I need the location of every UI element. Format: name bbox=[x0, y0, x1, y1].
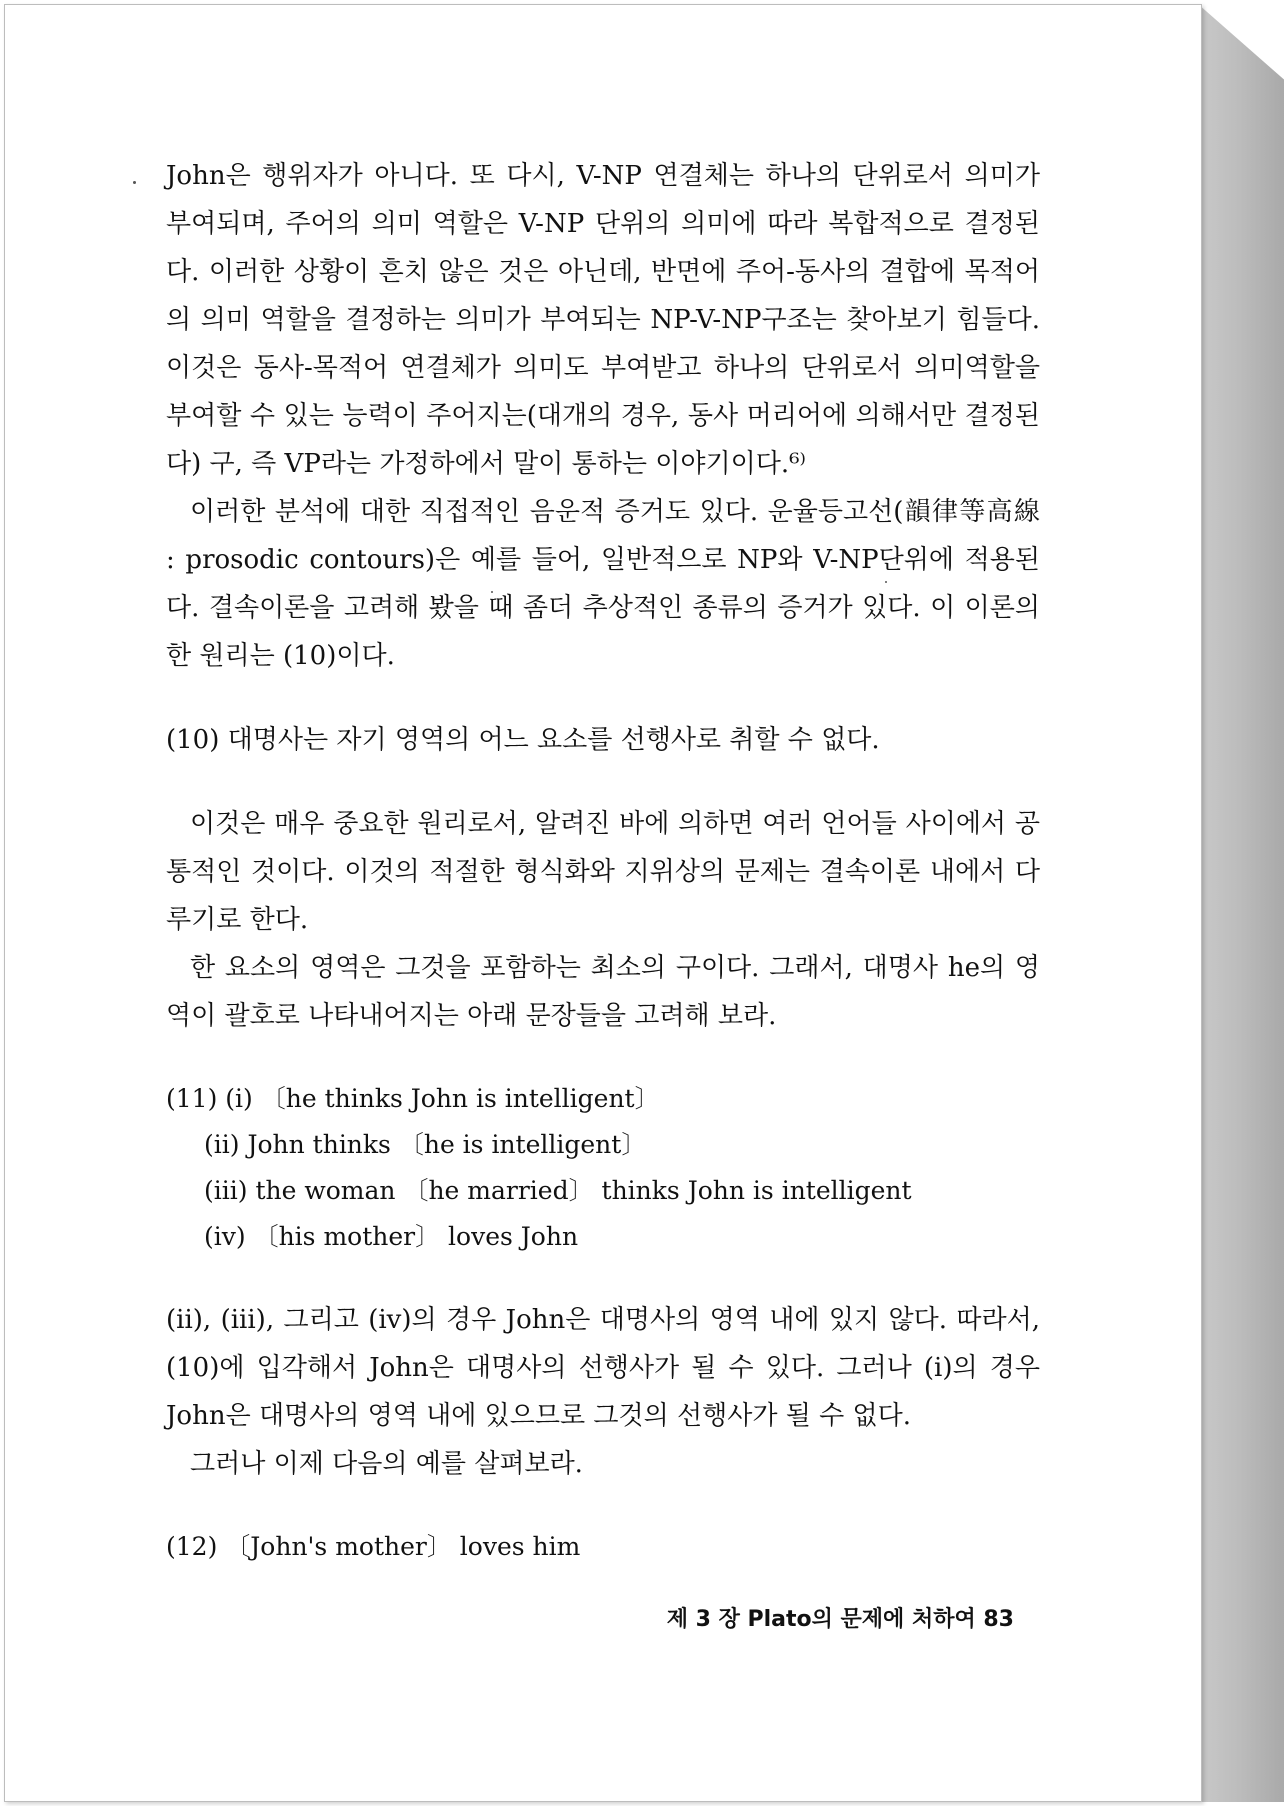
running-footer: 제 3 장 Plato의 문제에 처하여 83 bbox=[666, 1607, 1014, 1632]
example-11-item-ii: (ii) John thinks 〔he is intelligent〕 bbox=[204, 1130, 647, 1159]
spacer bbox=[166, 764, 1040, 800]
example-11-item-iv: (iv) 〔his mother〕 loves John bbox=[204, 1222, 579, 1251]
scan-speck bbox=[133, 181, 136, 184]
page-stack-side bbox=[1198, 4, 1284, 1802]
example-12: (12) 〔John's mother〕 loves him bbox=[166, 1532, 581, 1561]
paragraph-1: John은 행위자가 아니다. 또 다시, V-NP 연결체는 하나의 단위로서 의미가 부여되며, 주어의 의미 역할은 V-NP 단위의 의미에 따라 복합적으로 결정된다. 이러한 상황이 흔치 않은 것은 아닌데, 반면에 주어-동사의 결합에 목적어의 의미 역할을 결정하는 의미가 부여되는 NP-V-NP구조는 찾아보기 힘들다. 이것은 동사-목적어 연결체가 의미도 부여받고 하나의 단위로서 의미역할을 부여할 수 있는 능력이 주어지는(대개의 경우, 동사 머리어에 의해서만 결정된다) 구, 즉 VP라는 가정하에서 말이 통하는 이야기이다.⁶⁾ bbox=[166, 161, 1040, 479]
paragraph-3: 이것은 매우 중요한 원리로서, 알려진 바에 의하면 여러 언어들 사이에서 공통적인 것이다. 이것의 적절한 형식화와 지위상의 문제는 결속이론 내에서 다루기로 한다. bbox=[166, 809, 1040, 935]
spacer bbox=[166, 1488, 1040, 1524]
example-11-item-iii: (iii) the woman 〔he married〕 thinks John is intelligent bbox=[204, 1176, 912, 1205]
spacer bbox=[166, 1040, 1040, 1076]
page-body bbox=[166, 152, 1040, 1570]
example-11-label: (11) bbox=[166, 1084, 218, 1113]
paragraph-5: (ii), (iii), 그리고 (iv)의 경우 John은 대명사의 영역 내에 있지 않다. 따라서, (10)에 입각해서 John은 대명사의 선행사가 될 수 있다. 그러나 (i)의 경우 John은 대명사의 영역 내에 있으므로 그것의 선행사가 될 수 없다. bbox=[166, 1305, 1040, 1431]
example-10: (10) 대명사는 자기 영역의 어느 요소를 선행사로 취할 수 없다. bbox=[166, 725, 880, 755]
paragraph-6: 그러나 이제 다음의 예를 살펴보라. bbox=[190, 1449, 583, 1479]
example-11-item-i: (i) 〔he thinks John is intelligent〕 bbox=[225, 1084, 660, 1113]
spacer bbox=[166, 1260, 1040, 1296]
paragraph-2: 이러한 분석에 대한 직접적인 음운적 증거도 있다. 운율등고선(韻律等高線 : prosodic contours)은 예를 들어, 일반적으로 NP와 V-NP단위에 적용된다. 결속이론을 고려해 봤을 때 좀더 추상적인 종류의 증거가 있다. 이 이론의 한 원리는 (10)이다. bbox=[166, 497, 1040, 671]
example-11 bbox=[166, 1076, 1040, 1260]
paragraph-4: 한 요소의 영역은 그것을 포함하는 최소의 구이다. 그래서, 대명사 he의 영역이 괄호로 나타내어지는 아래 문장들을 고려해 보라. bbox=[166, 953, 1040, 1031]
example-11-row-1 bbox=[166, 1076, 1040, 1122]
spacer bbox=[166, 680, 1040, 716]
